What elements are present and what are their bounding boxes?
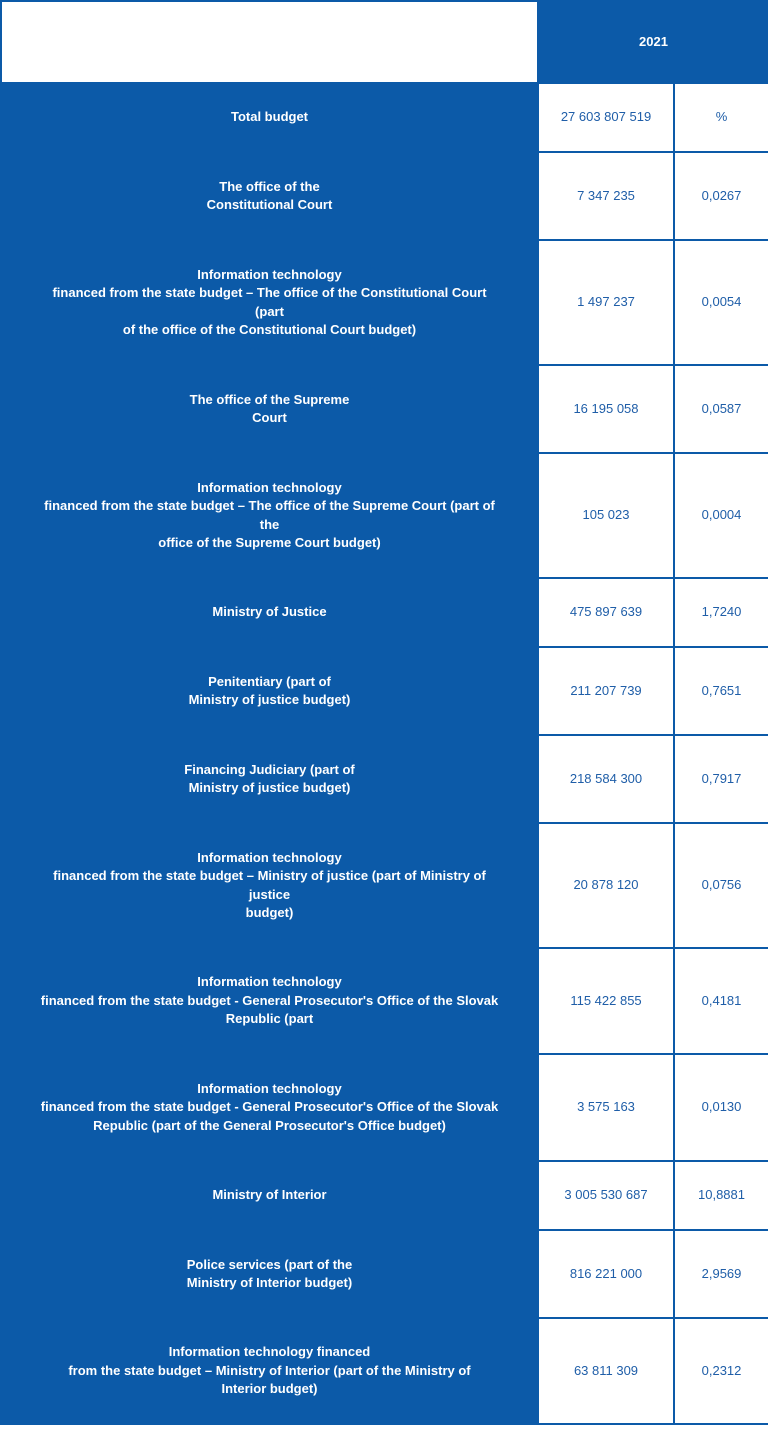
year-header: 2021 [538,1,768,83]
row-percent: 0,7651 [674,647,768,735]
row-label: Information technology financed from the state budget – Ministry of justice (part of Ministry of justice budget) [1,823,538,948]
table-row [1,83,768,152]
row-amount: 63 811 309 [538,1318,674,1424]
row-percent: 10,8881 [674,1161,768,1230]
row-amount: 218 584 300 [538,735,674,823]
row-percent: 0,0130 [674,1054,768,1161]
row-amount: 3 005 530 687 [538,1161,674,1230]
table-row [1,365,768,453]
row-label: The office of the Supreme Court [1,365,538,453]
row-label: Ministry of Justice [1,578,538,647]
row-percent: 0,0054 [674,240,768,365]
row-amount: 475 897 639 [538,578,674,647]
row-label: Information technology financed from the state budget – The office of the Supreme Court (part of the office of the Supreme Court budget) [1,453,538,578]
row-amount: 816 221 000 [538,1230,674,1318]
row-percent: 0,0267 [674,152,768,240]
table-row [1,152,768,240]
row-label: Penitentiary (part of Ministry of justice budget) [1,647,538,735]
row-label: Total budget [1,83,538,152]
row-label: Information technology financed from the state budget - General Prosecutor's Office of the Slovak Republic (part of the General Prosecutor's Office budget) [1,1054,538,1161]
row-percent: 0,0756 [674,823,768,948]
row-amount: 211 207 739 [538,647,674,735]
row-amount: 16 195 058 [538,365,674,453]
row-percent: 0,4181 [674,948,768,1054]
row-percent: % [674,83,768,152]
row-amount: 1 497 237 [538,240,674,365]
row-amount: 27 603 807 519 [538,83,674,152]
table-row [1,578,768,647]
table-row [1,240,768,365]
row-amount: 20 878 120 [538,823,674,948]
table-row [1,735,768,823]
row-label: Information technology financed from the state budget - General Prosecutor's Office of the Slovak Republic (part [1,948,538,1054]
table-row [1,1054,768,1161]
row-label: Police services (part of the Ministry of Interior budget) [1,1230,538,1318]
table-row [1,1230,768,1318]
row-percent: 0,0004 [674,453,768,578]
row-label: Information technology financed from the state budget – The office of the Constitutional Court (part of the office of the Constitutional Court budget) [1,240,538,365]
row-percent: 0,0587 [674,365,768,453]
row-percent: 1,7240 [674,578,768,647]
table-row [1,823,768,948]
row-label: Financing Judiciary (part of Ministry of justice budget) [1,735,538,823]
row-percent: 0,7917 [674,735,768,823]
row-amount: 115 422 855 [538,948,674,1054]
header-blank-cell [1,1,538,83]
row-percent: 2,9569 [674,1230,768,1318]
table-row [1,1161,768,1230]
row-percent: 0,2312 [674,1318,768,1424]
table-row [1,948,768,1054]
row-amount: 7 347 235 [538,152,674,240]
row-label: The office of the Constitutional Court [1,152,538,240]
table-row [1,453,768,578]
table-row [1,647,768,735]
row-amount: 3 575 163 [538,1054,674,1161]
row-label: Ministry of Interior [1,1161,538,1230]
row-amount: 105 023 [538,453,674,578]
header-row [1,1,768,83]
table-row [1,1318,768,1424]
row-label: Information technology financed from the state budget – Ministry of Interior (part of the Ministry of Interior budget) [1,1318,538,1424]
